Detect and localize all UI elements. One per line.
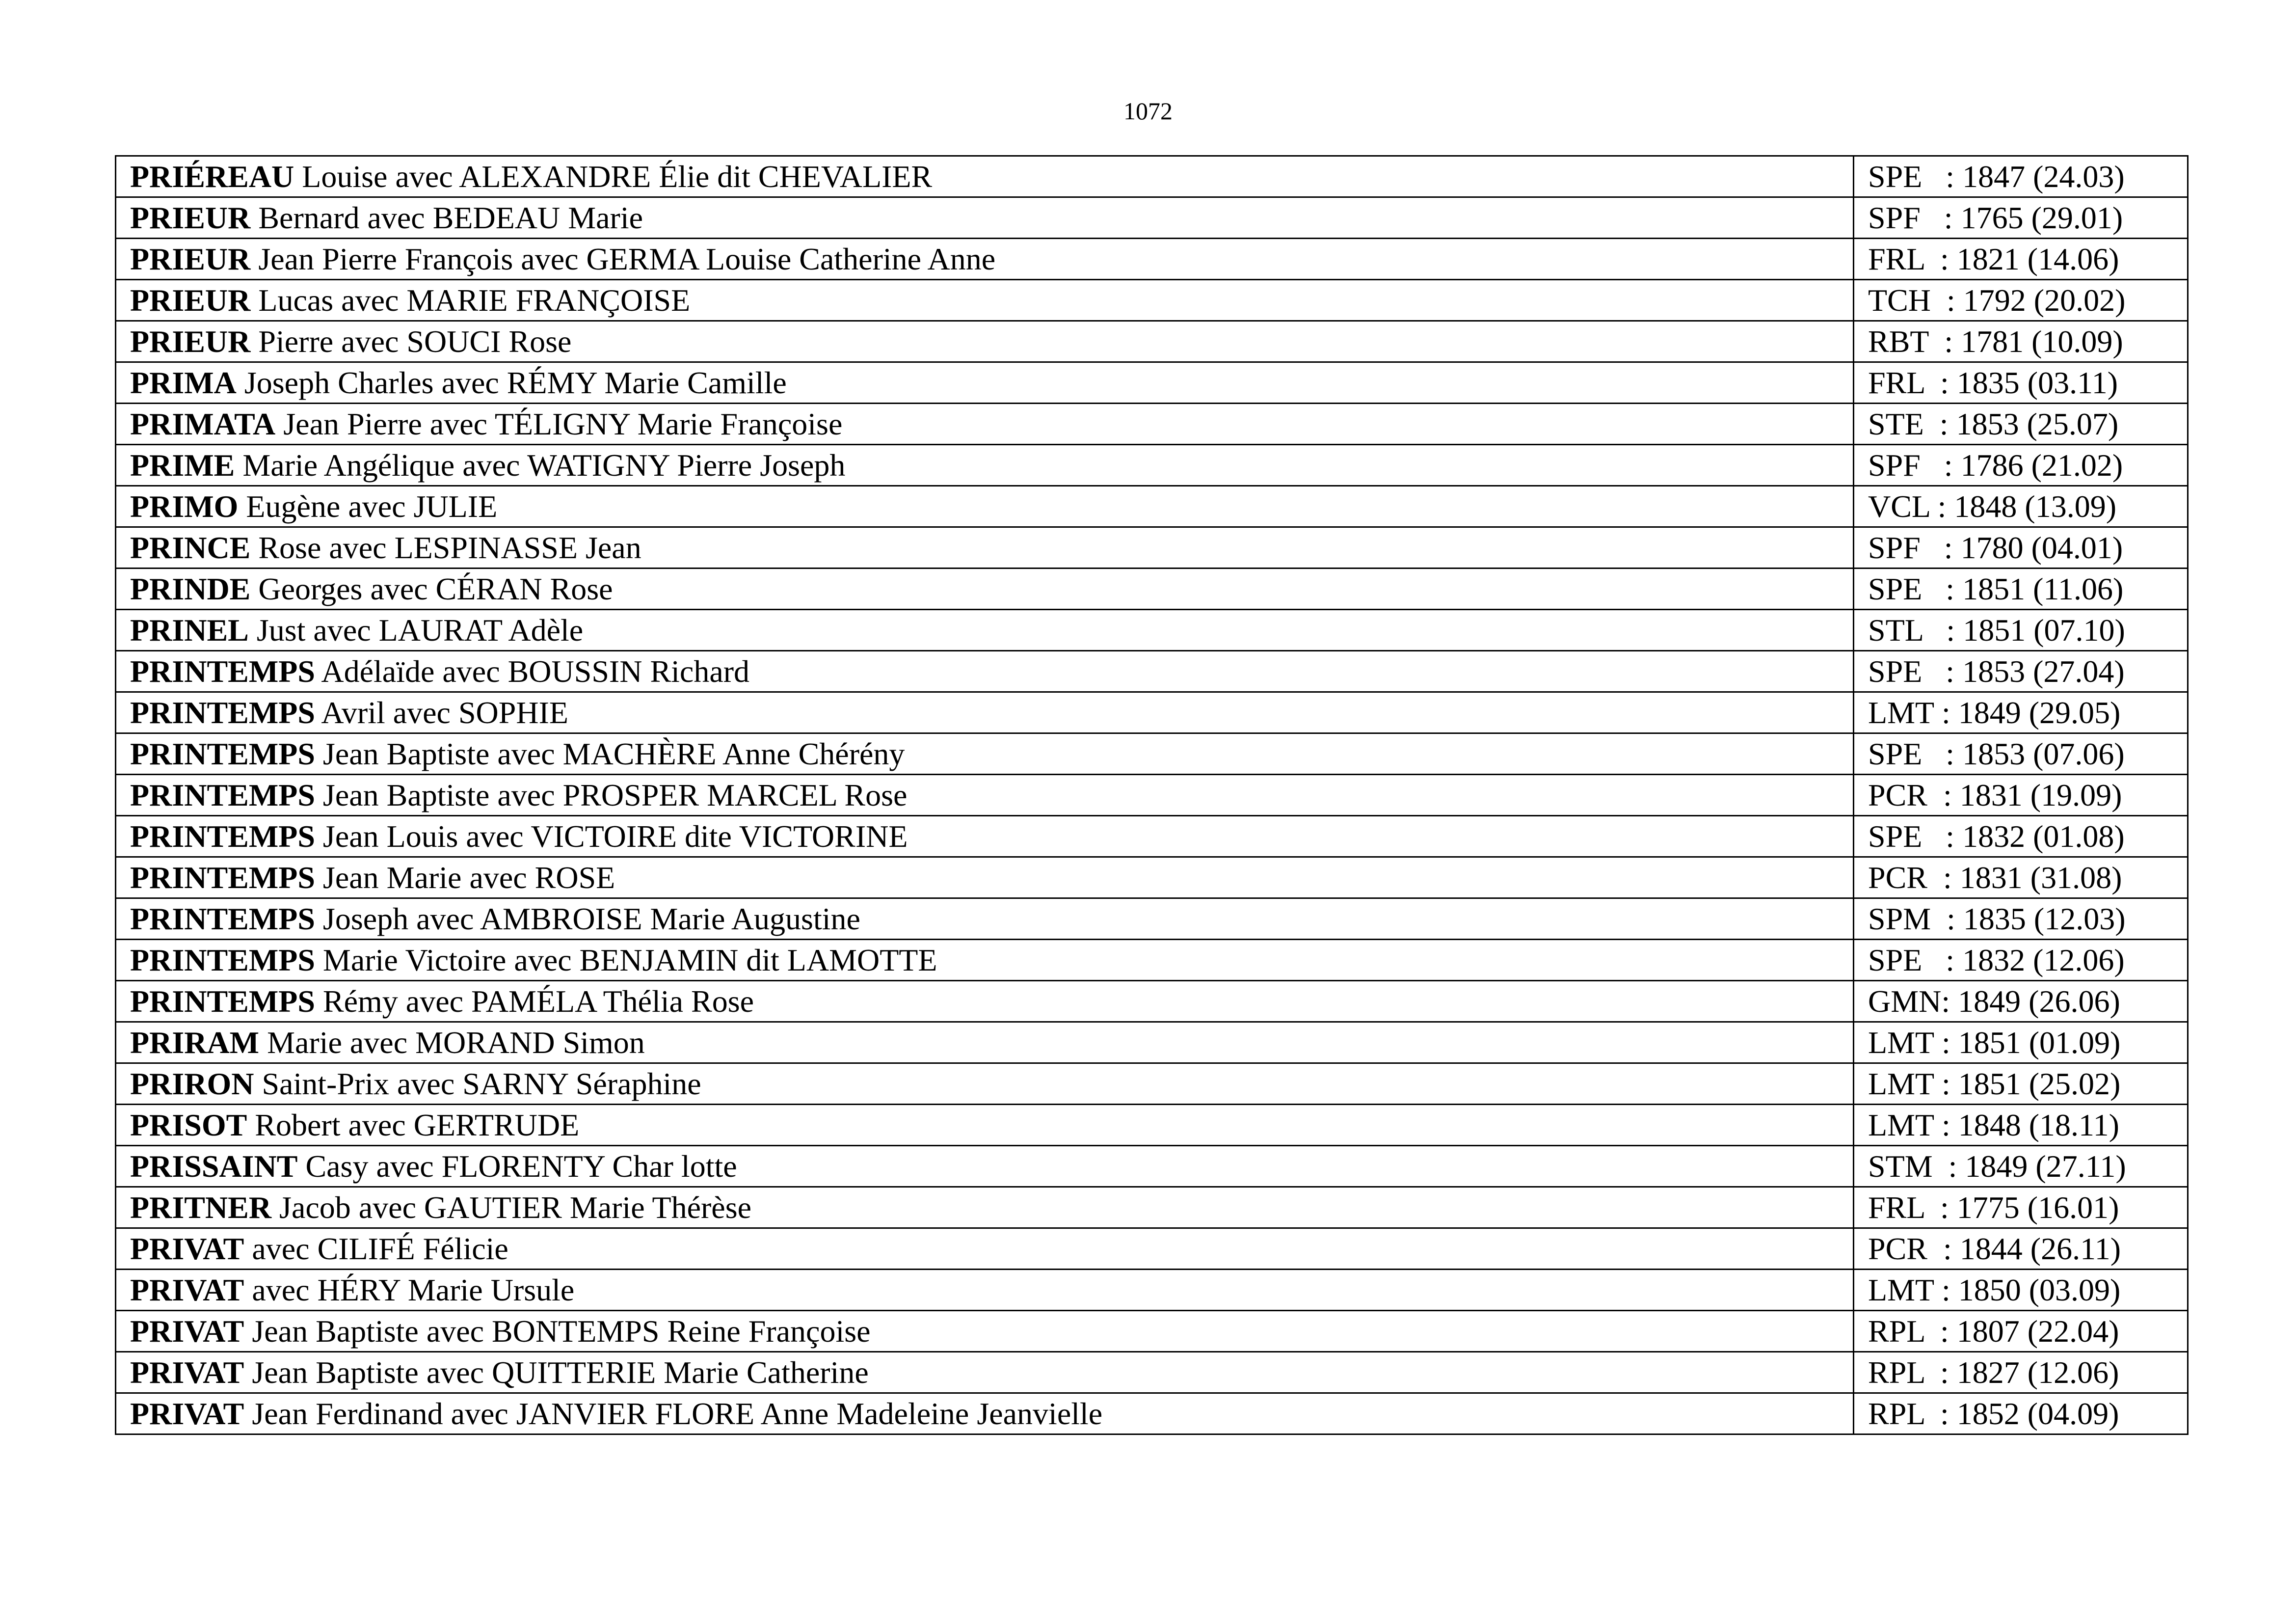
surname: PRITNER: [130, 1190, 272, 1225]
spouses-cell: [116, 610, 1854, 651]
spouses-cell: [116, 1146, 1854, 1187]
parish-date-cell: PCR : 1831 (19.09): [1854, 775, 2188, 816]
spouse-details: Marie avec MORAND Simon: [259, 1025, 645, 1060]
spouse-details: Jean Baptiste avec MACHÈRE Anne Chérény: [315, 736, 905, 771]
surname: PRIVAT: [130, 1231, 244, 1266]
table-row: [116, 1105, 2188, 1146]
spouses-cell: [116, 156, 1854, 197]
spouses-cell: [116, 1311, 1854, 1352]
surname: PRIMATA: [130, 406, 276, 441]
spouse-details: Joseph avec AMBROISE Marie Augustine: [315, 901, 860, 936]
table-row: [116, 857, 2188, 898]
parish-date-cell: LMT : 1848 (18.11): [1854, 1105, 2188, 1146]
surname: PRISOT: [130, 1107, 247, 1142]
spouse-details: Jean Ferdinand avec JANVIER FLORE Anne Madeleine Jeanvielle: [244, 1396, 1103, 1431]
parish-date-cell: SPM : 1835 (12.03): [1854, 898, 2188, 940]
spouses-cell: [116, 940, 1854, 981]
spouse-details: Bernard avec BEDEAU Marie: [250, 200, 643, 235]
table-row: [116, 1187, 2188, 1228]
register-body: [116, 156, 2188, 1434]
parish-date-cell: RBT : 1781 (10.09): [1854, 321, 2188, 362]
surname: PRINTEMPS: [130, 736, 315, 771]
spouse-details: Marie Angélique avec WATIGNY Pierre Joseph: [235, 447, 846, 483]
spouses-cell: [116, 1393, 1854, 1434]
parish-date-cell: FRL : 1821 (14.06): [1854, 239, 2188, 280]
table-row: [116, 280, 2188, 321]
surname: PRIEUR: [130, 324, 251, 359]
spouse-details: Rose avec LESPINASSE Jean: [250, 530, 641, 565]
spouse-details: Pierre avec SOUCI Rose: [250, 324, 572, 359]
spouse-details: Avril avec SOPHIE: [315, 695, 568, 730]
surname: PRINTEMPS: [130, 695, 315, 730]
spouses-cell: [116, 280, 1854, 321]
surname: PRINTEMPS: [130, 983, 315, 1019]
spouses-cell: [116, 1022, 1854, 1063]
surname: PRINDE: [130, 571, 251, 606]
spouse-details: Jean Pierre avec TÉLIGNY Marie Françoise: [275, 406, 843, 441]
parish-date-cell: STM : 1849 (27.11): [1854, 1146, 2188, 1187]
table-row: [116, 1063, 2188, 1105]
parish-date-cell: SPF : 1780 (04.01): [1854, 527, 2188, 568]
spouses-cell: [116, 1352, 1854, 1393]
surname: PRIME: [130, 447, 235, 483]
spouse-details: Casy avec FLORENTY Char lotte: [297, 1148, 737, 1184]
surname: PRIMO: [130, 488, 239, 524]
parish-date-cell: SPF : 1765 (29.01): [1854, 197, 2188, 239]
spouse-details: Jean Baptiste avec QUITTERIE Marie Catherine: [244, 1354, 869, 1390]
table-row: [116, 404, 2188, 445]
surname: PRIÉREAU: [130, 159, 294, 194]
spouses-cell: [116, 857, 1854, 898]
spouses-cell: [116, 651, 1854, 692]
spouse-details: Jean Baptiste avec BONTEMPS Reine Françoise: [244, 1313, 871, 1349]
spouse-details: Saint-Prix avec SARNY Séraphine: [254, 1066, 701, 1101]
spouse-details: Rémy avec PAMÉLA Thélia Rose: [315, 983, 754, 1019]
spouses-cell: [116, 239, 1854, 280]
surname: PRIEUR: [130, 282, 251, 318]
table-row: [116, 1311, 2188, 1352]
spouse-details: Georges avec CÉRAN Rose: [250, 571, 613, 606]
spouses-cell: [116, 816, 1854, 857]
surname: PRINTEMPS: [130, 818, 315, 854]
spouse-details: Jean Baptiste avec PROSPER MARCEL Rose: [315, 777, 908, 812]
table-row: [116, 1352, 2188, 1393]
parish-date-cell: PCR : 1844 (26.11): [1854, 1228, 2188, 1270]
spouses-cell: [116, 898, 1854, 940]
spouses-cell: [116, 1228, 1854, 1270]
parish-date-cell: SPE : 1851 (11.06): [1854, 568, 2188, 610]
spouses-cell: [116, 692, 1854, 733]
spouse-details: Louise avec ALEXANDRE Élie dit CHEVALIER: [294, 159, 933, 194]
spouse-details: avec CILIFÉ Félicie: [244, 1231, 508, 1266]
surname: PRIRAM: [130, 1025, 260, 1060]
surname: PRIVAT: [130, 1272, 244, 1307]
parish-date-cell: RPL : 1827 (12.06): [1854, 1352, 2188, 1393]
table-row: [116, 239, 2188, 280]
table-row: [116, 486, 2188, 527]
spouses-cell: [116, 1187, 1854, 1228]
surname: PRISSAINT: [130, 1148, 298, 1184]
parish-date-cell: GMN: 1849 (26.06): [1854, 981, 2188, 1022]
surname: PRIMA: [130, 365, 237, 400]
surname: PRIVAT: [130, 1396, 244, 1431]
spouses-cell: [116, 362, 1854, 404]
table-row: [116, 1270, 2188, 1311]
parish-date-cell: SPE : 1832 (01.08): [1854, 816, 2188, 857]
spouse-details: Just avec LAURAT Adèle: [248, 612, 584, 648]
spouse-details: Eugène avec JULIE: [238, 488, 498, 524]
table-row: [116, 568, 2188, 610]
parish-date-cell: PCR : 1831 (31.08): [1854, 857, 2188, 898]
spouses-cell: [116, 981, 1854, 1022]
parish-date-cell: SPF : 1786 (21.02): [1854, 445, 2188, 486]
parish-date-cell: STL : 1851 (07.10): [1854, 610, 2188, 651]
surname: PRIVAT: [130, 1313, 244, 1349]
table-row: [116, 527, 2188, 568]
spouse-details: Joseph Charles avec RÉMY Marie Camille: [236, 365, 787, 400]
table-row: [116, 1393, 2188, 1434]
table-row: [116, 981, 2188, 1022]
spouses-cell: [116, 321, 1854, 362]
table-row: [116, 362, 2188, 404]
table-row: [116, 321, 2188, 362]
spouse-details: Jean Marie avec ROSE: [315, 860, 615, 895]
table-row: [116, 898, 2188, 940]
table-row: [116, 775, 2188, 816]
spouses-cell: [116, 775, 1854, 816]
spouse-details: Robert avec GERTRUDE: [247, 1107, 580, 1142]
table-row: [116, 156, 2188, 197]
surname: PRIEUR: [130, 200, 251, 235]
parish-date-cell: LMT : 1849 (29.05): [1854, 692, 2188, 733]
spouse-details: avec HÉRY Marie Ursule: [244, 1272, 575, 1307]
parish-date-cell: RPL : 1852 (04.09): [1854, 1393, 2188, 1434]
surname: PRINTEMPS: [130, 653, 315, 689]
surname: PRINTEMPS: [130, 777, 315, 812]
spouse-details: Marie Victoire avec BENJAMIN dit LAMOTTE: [315, 942, 937, 977]
parish-date-cell: VCL : 1848 (13.09): [1854, 486, 2188, 527]
spouses-cell: [116, 197, 1854, 239]
table-row: [116, 692, 2188, 733]
surname: PRIRON: [130, 1066, 254, 1101]
spouses-cell: [116, 486, 1854, 527]
parish-date-cell: LMT : 1850 (03.09): [1854, 1270, 2188, 1311]
surname: PRIVAT: [130, 1354, 244, 1390]
table-row: [116, 445, 2188, 486]
parish-date-cell: LMT : 1851 (25.02): [1854, 1063, 2188, 1105]
surname: PRINCE: [130, 530, 251, 565]
parish-date-cell: SPE : 1853 (07.06): [1854, 733, 2188, 775]
spouses-cell: [116, 568, 1854, 610]
spouse-details: Jacob avec GAUTIER Marie Thérèse: [271, 1190, 751, 1225]
surname: PRIEUR: [130, 241, 251, 276]
parish-date-cell: SPE : 1847 (24.03): [1854, 156, 2188, 197]
surname: PRINEL: [130, 612, 249, 648]
surname: PRINTEMPS: [130, 901, 315, 936]
spouses-cell: [116, 733, 1854, 775]
parish-date-cell: SPE : 1832 (12.06): [1854, 940, 2188, 981]
spouses-cell: [116, 527, 1854, 568]
spouses-cell: [116, 445, 1854, 486]
table-row: [116, 816, 2188, 857]
spouses-cell: [116, 404, 1854, 445]
spouse-details: Adélaïde avec BOUSSIN Richard: [315, 653, 750, 689]
parish-date-cell: STE : 1853 (25.07): [1854, 404, 2188, 445]
spouses-cell: [116, 1105, 1854, 1146]
spouses-cell: [116, 1270, 1854, 1311]
table-row: [116, 651, 2188, 692]
parish-date-cell: RPL : 1807 (22.04): [1854, 1311, 2188, 1352]
spouse-details: Jean Louis avec VICTOIRE dite VICTORINE: [315, 818, 908, 854]
table-row: [116, 940, 2188, 981]
spouse-details: Jean Pierre François avec GERMA Louise Catherine Anne: [250, 241, 996, 276]
parish-date-cell: LMT : 1851 (01.09): [1854, 1022, 2188, 1063]
surname: PRINTEMPS: [130, 942, 315, 977]
parish-date-cell: TCH : 1792 (20.02): [1854, 280, 2188, 321]
table-row: [116, 1228, 2188, 1270]
parish-date-cell: FRL : 1835 (03.11): [1854, 362, 2188, 404]
table-row: [116, 610, 2188, 651]
parish-date-cell: SPE : 1853 (27.04): [1854, 651, 2188, 692]
spouses-cell: [116, 1063, 1854, 1105]
marriage-register-table: [115, 155, 2189, 1435]
parish-date-cell: FRL : 1775 (16.01): [1854, 1187, 2188, 1228]
table-row: [116, 1146, 2188, 1187]
spouse-details: Lucas avec MARIE FRANÇOISE: [250, 282, 691, 318]
page-number: 1072: [1123, 97, 1173, 125]
table-row: [116, 197, 2188, 239]
surname: PRINTEMPS: [130, 860, 315, 895]
table-row: [116, 1022, 2188, 1063]
table-row: [116, 733, 2188, 775]
